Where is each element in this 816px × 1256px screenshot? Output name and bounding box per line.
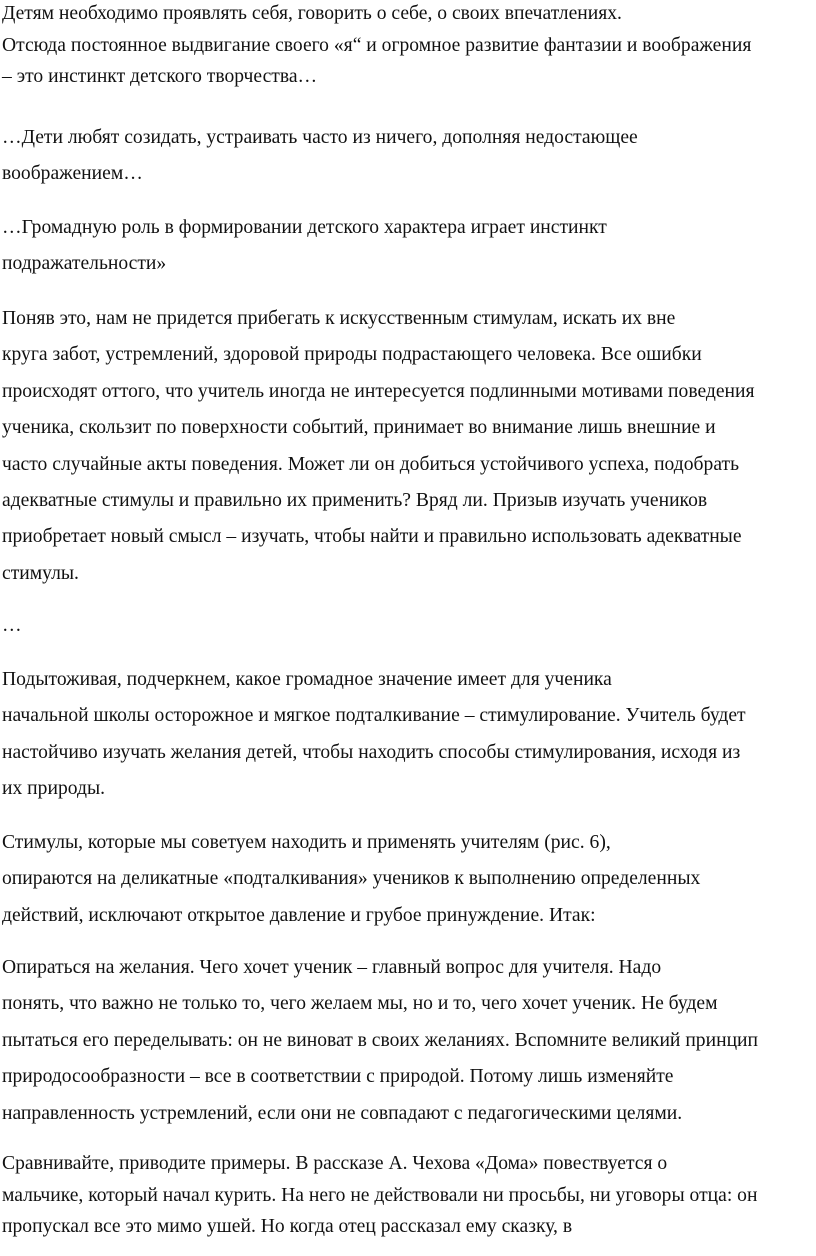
paragraph-8: Сравнивайте, приводите примеры. В рассказе А. Чехова «Дома» повествуется о мальчике, который начал курить. На него не действовали ни просьбы, ни уговоры отца: он пропускал все это мимо ушей. Но когда отец рассказал ему сказку, в <box>2 1153 758 1237</box>
paragraph-4: Поняв это, нам не придется прибегать к искусственным стимулам, искать их вне круга забот, устремлений, здоровой природы подрастающего человека. Все ошибки происходят оттого, что учитель иногда не интересуется подлинными мотивами поведения ученика, скользит по поверхности событий, принимает во внимание лишь внешние и часто случайные акты поведения. Может ли он добиться устойчивого успеха, подобрать адекватные стимулы и правильно их применить? Вряд ли. Призыв изучать учеников приобретает новый смысл – изучать, чтобы найти и правильно использовать адекватные стимулы. <box>2 308 755 584</box>
paragraph-5: Подытоживая, подчеркнем, какое громадное значение имеет для ученика начальной школы осторожное и мягкое подталкивание – стимулирование. Учитель будет настойчиво изучать желания детей, чтобы находить способы стимулирования, исходя из их природы. <box>2 669 746 800</box>
paragraph-6: Стимулы, которые мы советуем находить и применять учителям (рис. 6), опираются на деликатные «подталкивания» учеников к выполнению определенных действий, исключают открытое давление и грубое принуждение. Итак: <box>2 832 701 926</box>
paragraph-3: …Громадную роль в формировании детского характера играет инстинкт подражательности» <box>2 217 607 275</box>
paragraph-ellipsis: … <box>2 615 22 636</box>
paragraph-2: …Дети любят созидать, устраивать часто из ничего, дополняя недостающее воображением… <box>2 127 638 185</box>
paragraph-7: Опираться на желания. Чего хочет ученик – главный вопрос для учителя. Надо понять, что важно не только то, чего желаем мы, но и то, чего хочет ученик. Не будем пытаться его переделывать: он не виноват в своих желаниях. Вспомните великий принцип природосообразности – все в соответствии с природой. Потому лишь изменяйте направленность устремлений, если они не совпадают с педагогическими целями. <box>2 957 759 1124</box>
paragraph-1: Детям необходимо проявлять себя, говорить о себе, о своих впечатлениях. Отсюда постоянное выдвигание своего «я“ и огромное развитие фантазии и воображения – это инстинкт детского творчества… <box>2 3 752 87</box>
